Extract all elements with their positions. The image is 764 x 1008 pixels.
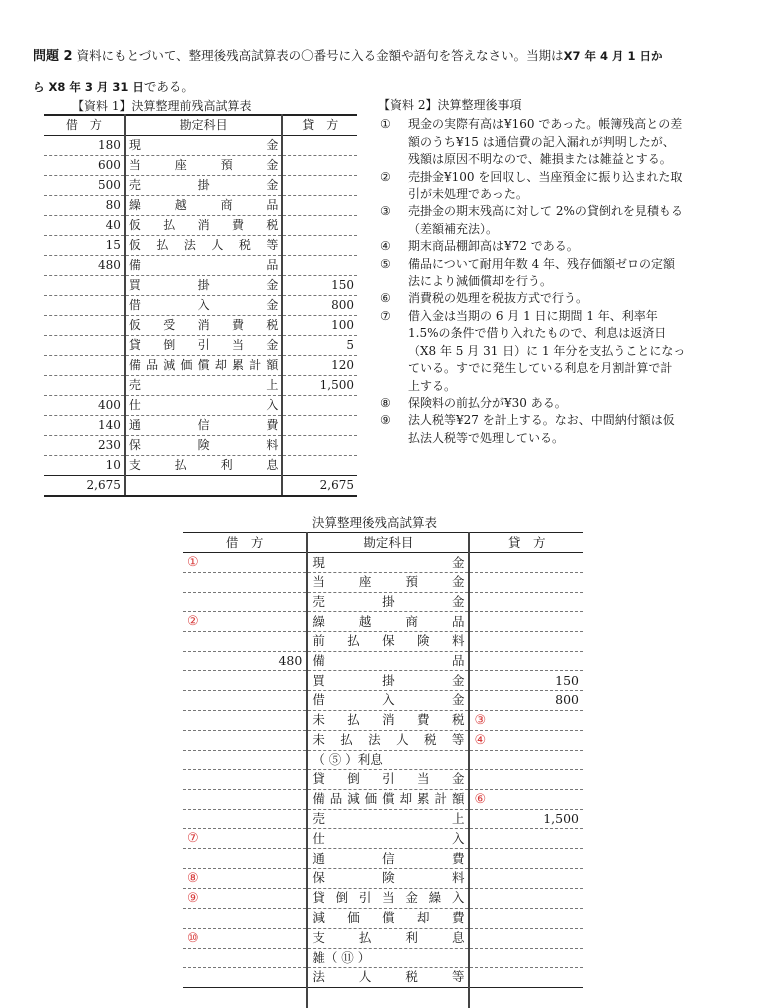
- account-name: 繰 越 商 品: [128, 198, 279, 212]
- m1-debit-cell: 40: [44, 216, 125, 236]
- m1-row: [44, 256, 357, 276]
- post-closing-item: [378, 116, 738, 168]
- post-closing-item: [378, 290, 738, 307]
- m1-account-cell: [125, 156, 283, 176]
- item-text-line: ている。すでに発生している利息を月割計算で計: [408, 361, 673, 376]
- tb-credit-cell: 800: [469, 690, 583, 710]
- account-name: 保 険 料: [128, 438, 279, 452]
- material1-caption: 【資料 1】決算整理前残高試算表: [72, 99, 252, 113]
- tb-debit-cell: [183, 968, 307, 988]
- account-name: 借 入 金: [128, 298, 279, 312]
- m1-debit-cell: [44, 316, 125, 336]
- item-text: [408, 412, 738, 447]
- m1-debit-cell: [44, 296, 125, 316]
- item-text-line: 払法人税等で処理している。: [408, 430, 565, 445]
- m1-account-cell: [125, 256, 283, 276]
- tb-credit-cell: [469, 968, 583, 988]
- m1-debit-header: 借 方: [44, 115, 125, 136]
- question-text-2: である。: [143, 79, 194, 94]
- m1-total-spacer: [125, 476, 283, 497]
- tb-credit-cell: [469, 612, 583, 632]
- m1-debit-cell: 15: [44, 236, 125, 256]
- item-number: ④: [380, 239, 391, 254]
- m1-account-cell: [125, 136, 283, 156]
- tb-row: [183, 651, 583, 671]
- account-name: 仮 払 消 費 税: [128, 218, 279, 232]
- tb-credit-cell: [469, 750, 583, 770]
- tb-debit-cell: [183, 948, 307, 968]
- tb-account-cell: [307, 829, 469, 849]
- tb-account-cell: [307, 809, 469, 829]
- tb-account-cell: [307, 573, 469, 593]
- question-label: 問題 2: [33, 49, 73, 64]
- tb-credit-cell: [469, 573, 583, 593]
- tb-credit-cell: [469, 632, 583, 652]
- m1-row: [44, 416, 357, 436]
- item-text-line: 売掛金¥100 を回収し、当座預金に振り込まれた取: [408, 169, 683, 184]
- question-text-1: 資料にもとづいて、整理後残高試算表の〇番号に入る金額や語句を答えなさい。当期は: [76, 48, 564, 63]
- tb-debit-cell: [183, 770, 307, 790]
- answer-marker: ⑦: [187, 831, 199, 847]
- m1-row: [44, 436, 357, 456]
- answer-marker: ⑥: [474, 791, 487, 807]
- item-number: ②: [380, 169, 391, 184]
- account-name: 支 払 利 息: [312, 930, 465, 946]
- m1-row: [44, 236, 357, 256]
- m1-debit-cell: 480: [44, 256, 125, 276]
- tb-credit-cell: [469, 948, 583, 968]
- tb-account-cell: [307, 553, 469, 573]
- post-closing-item: [378, 203, 738, 238]
- item-text: [408, 238, 738, 255]
- m1-account-cell: [125, 416, 283, 436]
- tb-row: [183, 573, 583, 593]
- account-name: 売 掛 金: [312, 593, 465, 609]
- account-name: 借 入 金: [312, 692, 465, 708]
- tb-credit-cell: [469, 710, 583, 730]
- item-text: [408, 203, 738, 238]
- account-name: 備 品 減 価 償 却 累 計 額: [312, 791, 465, 807]
- m1-row: [44, 136, 357, 156]
- adjusted-trial-balance: [183, 532, 583, 1008]
- tb-total-spacer: [307, 987, 469, 1008]
- tb-debit-cell: [183, 888, 307, 908]
- tb-debit-cell: [183, 690, 307, 710]
- m1-row: [44, 296, 357, 316]
- item-text-line: 1.5%の条件で借り入れたもので、利息は返済日: [408, 326, 667, 341]
- item-text: [408, 169, 738, 204]
- m1-credit-cell: [282, 456, 357, 476]
- tb-credit-cell: 1,500: [469, 809, 583, 829]
- m1-account-cell: [125, 436, 283, 456]
- tb-debit-cell: [183, 849, 307, 869]
- tb-debit-cell: [183, 632, 307, 652]
- tb-credit-cell: [469, 829, 583, 849]
- account-name: 仮 払 法 人 税 等: [128, 238, 279, 252]
- m1-account-cell: [125, 336, 283, 356]
- question-line-1: [33, 45, 662, 64]
- tb-account-header: 勘定科目: [307, 533, 469, 553]
- tb-account-cell: [307, 928, 469, 948]
- item-text-line: 引が未処理であった。: [408, 187, 528, 202]
- tb-credit-cell: [469, 789, 583, 809]
- m1-row: [44, 396, 357, 416]
- tb-credit-cell: [469, 868, 583, 888]
- account-name: 貸 倒 引 当 金 繰 入: [312, 890, 465, 906]
- m1-row: [44, 336, 357, 356]
- m1-credit-cell: [282, 176, 357, 196]
- post-closing-item: [378, 308, 738, 395]
- account-name: 支 払 利 息: [128, 458, 279, 472]
- m1-account-cell: [125, 196, 283, 216]
- m1-row: [44, 176, 357, 196]
- tb-row: [183, 829, 583, 849]
- tb-account-cell: [307, 849, 469, 869]
- tb-row: [183, 968, 583, 988]
- tb-debit-cell: [183, 868, 307, 888]
- m1-credit-cell: 100: [282, 316, 357, 336]
- m1-credit-cell: 800: [282, 296, 357, 316]
- account-name: 仕 入: [128, 398, 279, 412]
- tb-credit-cell: [469, 553, 583, 573]
- account-name: 仕 入: [312, 830, 465, 846]
- account-name: 売 上: [312, 811, 465, 827]
- m1-credit-cell: [282, 136, 357, 156]
- m1-account-cell: [125, 316, 283, 336]
- item-number: ⑧: [380, 395, 391, 410]
- m1-row: [44, 276, 357, 296]
- account-name: 保 険 料: [312, 870, 465, 886]
- account-name: 売 上: [128, 378, 279, 392]
- m1-debit-cell: 80: [44, 196, 125, 216]
- tb-account-cell: [307, 651, 469, 671]
- item-text-line: （差額補充法）。: [408, 221, 499, 236]
- tb-account-cell: [307, 888, 469, 908]
- m1-debit-cell: 600: [44, 156, 125, 176]
- tb-debit-cell: [183, 612, 307, 632]
- account-name: 現 金: [128, 138, 279, 152]
- tb-debit-cell: [183, 553, 307, 573]
- m1-credit-cell: [282, 256, 357, 276]
- m1-debit-cell: [44, 356, 125, 376]
- tb-debit-total: [183, 987, 307, 1008]
- tb-credit-cell: [469, 592, 583, 612]
- tb-credit-total: [469, 987, 583, 1008]
- tb-row: [183, 612, 583, 632]
- account-name: 減 価 償 却 費: [312, 910, 465, 926]
- tb-debit-cell: [183, 809, 307, 829]
- tb-account-cell: [307, 730, 469, 750]
- tb-credit-cell: [469, 928, 583, 948]
- tb-credit-cell: [469, 849, 583, 869]
- m1-debit-cell: 500: [44, 176, 125, 196]
- m1-debit-total: 2,675: [44, 476, 125, 497]
- account-name: 法 人 税 等: [312, 969, 465, 985]
- item-text-line: 法人税等¥27 を計上する。なお、中間納付額は仮: [408, 413, 675, 428]
- tb-row: [183, 730, 583, 750]
- account-name: 現 金: [312, 554, 465, 570]
- tb-credit-cell: 150: [469, 671, 583, 691]
- item-text-line: 額のうち¥15 は通信費の記入漏れが判明したが、: [408, 134, 675, 149]
- account-name: 買 掛 金: [312, 672, 465, 688]
- account-name: 買 掛 金: [128, 278, 279, 292]
- account-name: 繰 越 商 品: [312, 613, 465, 629]
- tb-credit-header: 貸 方: [469, 533, 583, 553]
- tb-account-cell: [307, 690, 469, 710]
- tb-row: [183, 592, 583, 612]
- m1-credit-total: 2,675: [282, 476, 357, 497]
- tb-row: [183, 908, 583, 928]
- m1-credit-cell: [282, 396, 357, 416]
- tb-account-cell: 雑（ ⑪ ）: [307, 948, 469, 968]
- account-name: 通 信 費: [128, 418, 279, 432]
- m1-account-cell: [125, 396, 283, 416]
- account-name: 備 品 減 価 償 却 累 計 額: [128, 358, 279, 372]
- tb-account-cell: [307, 632, 469, 652]
- tb-account-cell: [307, 868, 469, 888]
- m1-account-header: 勘定科目: [125, 115, 283, 136]
- post-closing-item: [378, 238, 738, 255]
- tb-row: [183, 770, 583, 790]
- m1-debit-cell: [44, 276, 125, 296]
- question-line-2: [33, 77, 194, 95]
- m1-row: [44, 196, 357, 216]
- account-name: 未 払 消 費 税: [312, 712, 465, 728]
- question-period-start: X7 年 4 月 1 日か: [563, 49, 663, 63]
- m1-row: [44, 156, 357, 176]
- m1-credit-cell: [282, 236, 357, 256]
- account-name: 備 品: [312, 653, 465, 669]
- m1-account-cell: [125, 176, 283, 196]
- m1-row: [44, 216, 357, 236]
- item-text-line: （X8 年 5 月 31 日）に 1 年分を支払うことになっ: [408, 343, 686, 358]
- account-name: 通 信 費: [312, 850, 465, 866]
- item-text-line: 備品について耐用年数 4 年、残存価額ゼロの定額: [408, 256, 676, 271]
- post-closing-items: [378, 97, 738, 447]
- tb-credit-cell: [469, 908, 583, 928]
- question-period-end: ら X8 年 3 月 31 日: [33, 80, 144, 94]
- m1-credit-cell: [282, 416, 357, 436]
- m1-credit-cell: [282, 196, 357, 216]
- tb-row: [183, 750, 583, 770]
- tb-account-cell: [307, 789, 469, 809]
- tb-row: [183, 632, 583, 652]
- item-text: [408, 116, 738, 168]
- tb-row: [183, 948, 583, 968]
- answer-marker: ②: [187, 614, 199, 630]
- item-number: ③: [380, 204, 391, 219]
- item-text: [408, 308, 738, 395]
- answer-marker: ⑧: [187, 870, 199, 886]
- item-number: ⑦: [380, 308, 391, 323]
- m1-credit-cell: [282, 216, 357, 236]
- tb-account-cell: （ ⑤ ）利息: [307, 750, 469, 770]
- m1-credit-cell: 120: [282, 356, 357, 376]
- tb-debit-cell: [183, 671, 307, 691]
- item-text-line: 現金の実際有高は¥160 であった。帳簿残高との差: [408, 117, 683, 132]
- answer-marker: ④: [474, 732, 487, 748]
- m1-row: [44, 316, 357, 336]
- item-text-line: 上する。: [408, 378, 457, 393]
- answer-marker: ①: [187, 555, 199, 570]
- tb-account-cell: [307, 908, 469, 928]
- adjusted-trial-balance-caption: 決算整理後残高試算表: [312, 515, 438, 530]
- item-text-line: 借入金は当期の 6 月 1 日に期間 1 年、利率年: [408, 308, 658, 323]
- post-closing-item: [378, 395, 738, 412]
- tb-debit-cell: [183, 928, 307, 948]
- item-number: ⑥: [380, 291, 391, 306]
- item-number: ①: [380, 117, 391, 132]
- m1-credit-cell: 1,500: [282, 376, 357, 396]
- account-name: 未 払 法 人 税 等: [312, 732, 465, 748]
- tb-debit-cell: [183, 592, 307, 612]
- account-name: 前 払 保 険 料: [312, 633, 465, 649]
- post-closing-item: [378, 169, 738, 204]
- account-name: 当 座 預 金: [312, 574, 465, 590]
- m1-debit-cell: [44, 376, 125, 396]
- tb-credit-cell: [469, 651, 583, 671]
- item-text-line: 保険料の前払分が¥30 ある。: [408, 395, 567, 410]
- m1-debit-cell: 230: [44, 436, 125, 456]
- item-text-line: 期末商品棚卸高は¥72 である。: [408, 239, 579, 254]
- tb-account-cell: [307, 968, 469, 988]
- tb-row: [183, 690, 583, 710]
- item-text-line: 残額は原因不明なので、雑損または雑益とする。: [408, 152, 672, 167]
- m1-debit-cell: 400: [44, 396, 125, 416]
- tb-row: [183, 710, 583, 730]
- item-text: [408, 395, 738, 412]
- tb-row: [183, 868, 583, 888]
- tb-debit-cell: [183, 789, 307, 809]
- answer-marker: ③: [474, 712, 487, 728]
- tb-debit-cell: [183, 908, 307, 928]
- tb-credit-cell: [469, 730, 583, 750]
- tb-account-cell: [307, 770, 469, 790]
- tb-credit-cell: [469, 888, 583, 908]
- item-text-line: 消費税の処理を税抜方式で行う。: [408, 291, 589, 306]
- tb-row: [183, 888, 583, 908]
- item-text-line: 法により減価償却を行う。: [408, 274, 553, 289]
- answer-marker: ⑨: [187, 890, 199, 906]
- tb-debit-cell: [183, 829, 307, 849]
- m1-account-cell: [125, 376, 283, 396]
- item-text-line: 売掛金の期末残高に対して 2%の貸倒れを見積もる: [408, 204, 683, 219]
- m1-account-cell: [125, 456, 283, 476]
- account-name: 仮 受 消 費 税: [128, 318, 279, 332]
- tb-account-cell: [307, 710, 469, 730]
- tb-row: [183, 789, 583, 809]
- m1-account-cell: [125, 296, 283, 316]
- tb-row: [183, 671, 583, 691]
- m1-credit-cell: [282, 156, 357, 176]
- m1-credit-cell: [282, 436, 357, 456]
- m1-account-cell: [125, 356, 283, 376]
- item-text: [408, 256, 738, 291]
- tb-debit-cell: 480: [183, 651, 307, 671]
- m1-credit-header: 貸 方: [282, 115, 357, 136]
- m1-debit-cell: 10: [44, 456, 125, 476]
- account-name: 貸 倒 引 当 金: [312, 771, 465, 787]
- m1-debit-cell: 140: [44, 416, 125, 436]
- tb-debit-cell: [183, 750, 307, 770]
- tb-account-cell: [307, 612, 469, 632]
- m1-debit-cell: 180: [44, 136, 125, 156]
- tb-debit-cell: [183, 573, 307, 593]
- account-name: 備 品: [128, 258, 279, 272]
- m1-account-cell: [125, 236, 283, 256]
- tb-row: [183, 553, 583, 573]
- tb-account-cell: [307, 671, 469, 691]
- m1-credit-cell: 150: [282, 276, 357, 296]
- tb-credit-cell: [469, 770, 583, 790]
- m1-row: [44, 376, 357, 396]
- account-name: 当 座 預 金: [128, 158, 279, 172]
- m1-credit-cell: 5: [282, 336, 357, 356]
- tb-debit-header: 借 方: [183, 533, 307, 553]
- tb-row: [183, 849, 583, 869]
- answer-marker: ⑩: [187, 930, 199, 946]
- m1-row: [44, 456, 357, 476]
- item-number: ⑤: [380, 256, 391, 271]
- m1-debit-cell: [44, 336, 125, 356]
- tb-row: [183, 809, 583, 829]
- material2-title: 【資料 2】決算整理後事項: [378, 98, 522, 112]
- post-closing-item: [378, 256, 738, 291]
- m1-account-cell: [125, 216, 283, 236]
- item-text: [408, 290, 738, 307]
- tb-debit-cell: [183, 730, 307, 750]
- tb-row: [183, 928, 583, 948]
- m1-account-cell: [125, 276, 283, 296]
- tb-account-cell: [307, 592, 469, 612]
- pre-closing-trial-balance: [44, 114, 357, 497]
- m1-row: [44, 356, 357, 376]
- post-closing-item: [378, 412, 738, 447]
- account-name: 貸 倒 引 当 金: [128, 338, 279, 352]
- account-name: 売 掛 金: [128, 178, 279, 192]
- item-number: ⑨: [380, 413, 391, 428]
- tb-debit-cell: [183, 710, 307, 730]
